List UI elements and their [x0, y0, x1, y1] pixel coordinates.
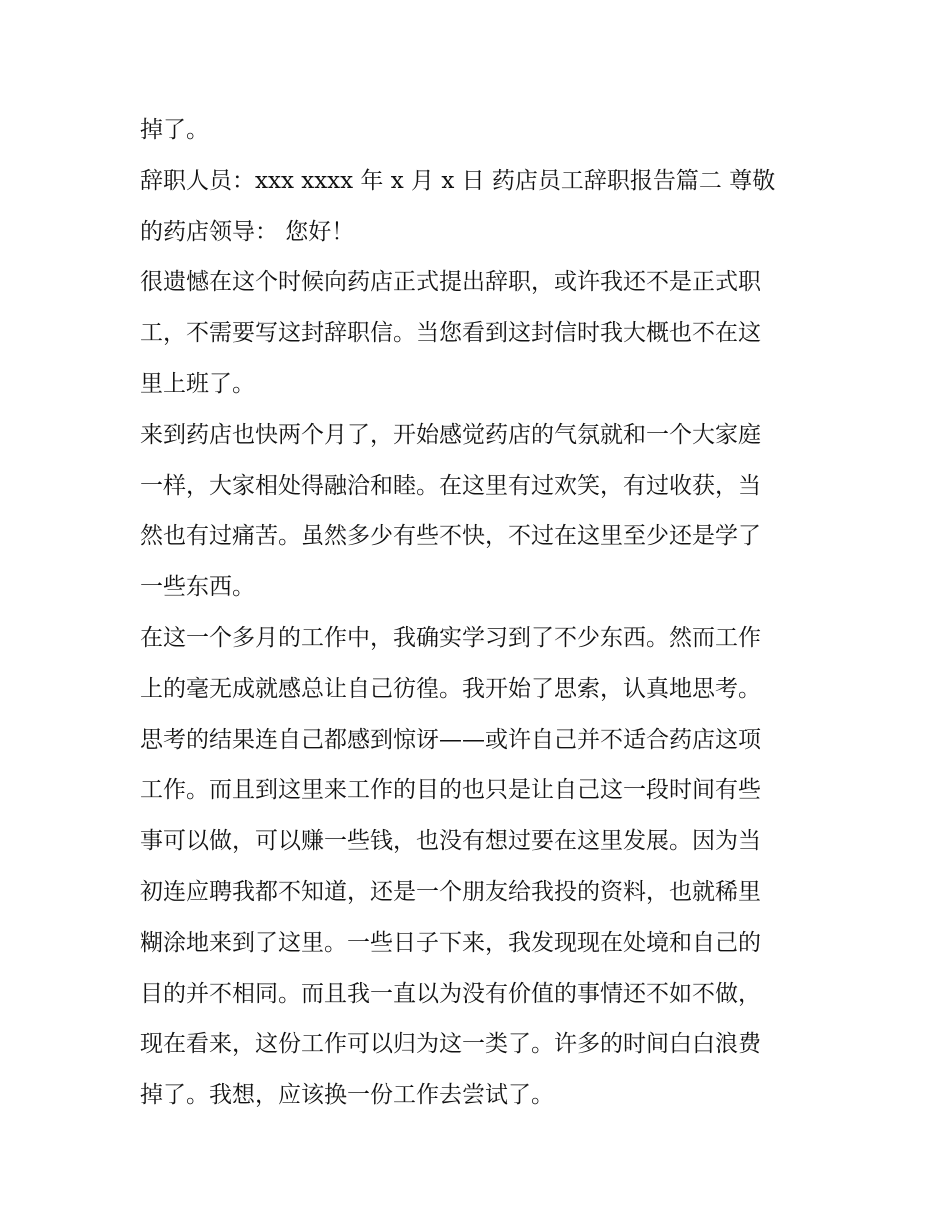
text-line-19: 现在看来，这份工作可以归为这一类了。许多的时间白白浪费	[140, 1031, 761, 1058]
text-line-2: 辞职人员：xxx xxxx 年 x 月 x 日 药店员工辞职报告篇二 尊敬	[140, 167, 776, 194]
text-line-17: 糊涂地来到了这里。一些日子下来，我发现现在处境和自己的	[140, 929, 761, 956]
text-line-16: 初连应聘我都不知道，还是一个朋友给我投的资料，也就稀里	[140, 878, 761, 905]
text-line-12: 上的毫无成就感总让自己彷徨。我开始了思索，认真地思考。	[140, 675, 761, 702]
text-line-11: 在这一个多月的工作中，我确实学习到了不少东西。然而工作	[140, 624, 761, 651]
text-line-10: 一些东西。	[140, 574, 255, 601]
text-line-9: 然也有过痛苦。虽然多少有些不快，不过在这里至少还是学了	[140, 523, 761, 550]
text-line-1: 掉了。	[140, 117, 209, 143]
text-line-5: 工，不需要写这封辞职信。当您看到这封信时我大概也不在这	[140, 320, 761, 347]
text-line-20: 掉了。我想，应该换一份工作去尝试了。	[140, 1082, 554, 1109]
text-line-8: 一样，大家相处得融洽和睦。在这里有过欢笑，有过收获，当	[140, 472, 761, 499]
text-line-6: 里上班了。	[140, 370, 255, 397]
text-line-4: 很遗憾在这个时候向药店正式提出辞职，或许我还不是正式职	[140, 269, 761, 296]
text-line-13: 思考的结果连自己都感到惊讶——或许自己并不适合药店这项	[140, 726, 761, 753]
text-line-3: 的药店领导： 您好！	[140, 218, 355, 245]
text-line-14: 工作。而且到这里来工作的目的也只是让自己这一段时间有些	[140, 777, 761, 804]
text-line-15: 事可以做，可以赚一些钱，也没有想过要在这里发展。因为当	[140, 828, 761, 855]
text-line-18: 目的并不相同。而且我一直以为没有价值的事情还不如不做，	[140, 980, 761, 1007]
body-text	[140, 105, 812, 1121]
text-line-7: 来到药店也快两个月了，开始感觉药店的气氛就和一个大家庭	[140, 421, 761, 448]
